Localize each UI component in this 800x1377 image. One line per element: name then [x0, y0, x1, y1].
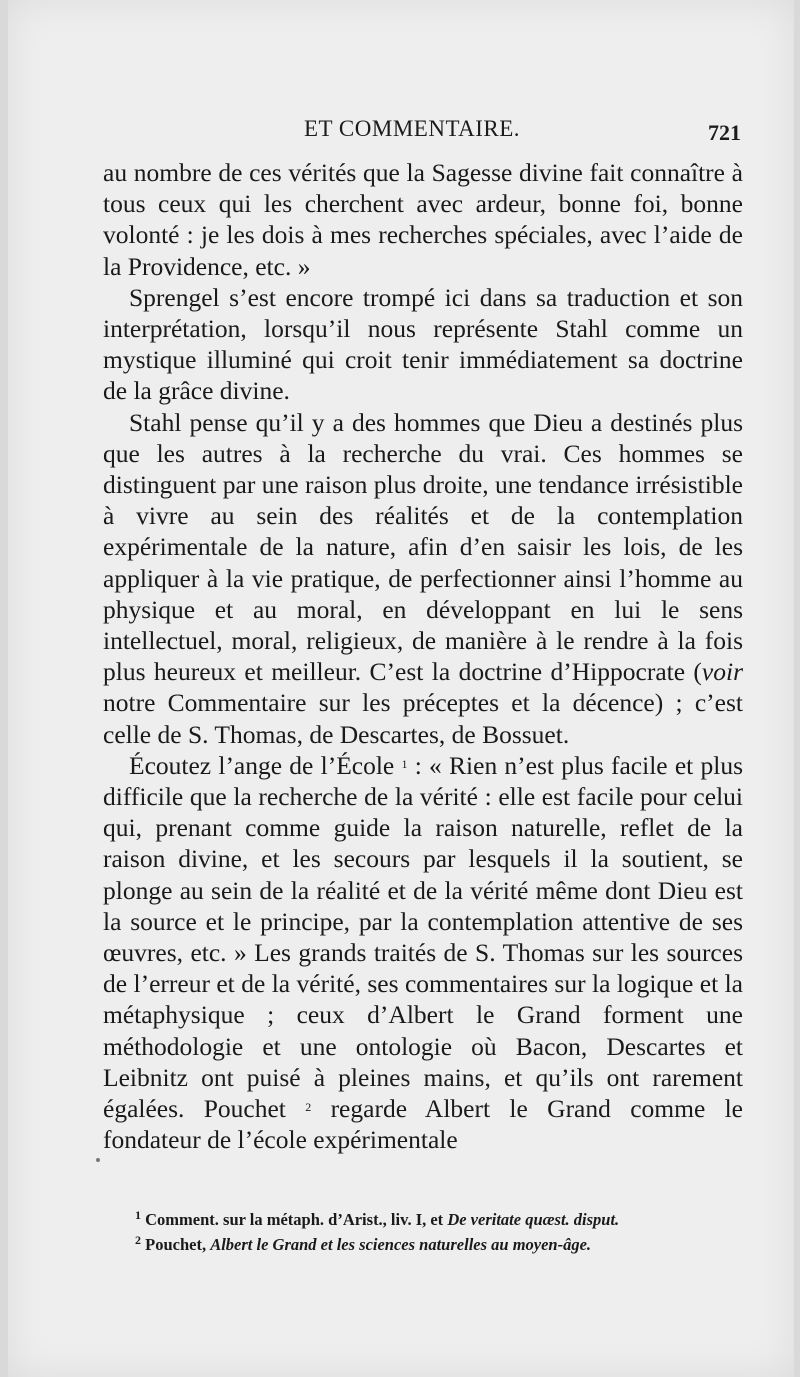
paragraph: [103, 282, 743, 407]
book-page: [8, 0, 794, 1377]
text-run: Pouchet,: [141, 1235, 211, 1254]
text-run: au nombre de ces vérités que la Sagesse divine fait connaître à tous ceux qui les cherchent avec ardeur, bonne foi, bonne volonté : je les dois à mes recherches spéciales, avec l’aide de la Providence, etc. »: [103, 158, 743, 281]
footnotes: [103, 1207, 743, 1257]
text-run: Stahl pense qu’il y a des hommes que Dieu a destinés plus que les autres à la recherche du vrai. Ces hommes se distinguent par une raison plus droite, une tendance irrésistible à vivre au sein des réalités et de la contemplation expérimentale de la nature, afin d’en saisir les lois, de les appliquer à la vie pratique, de perfectionner ainsi l’homme au physique et au moral, en développant en lui le sens intellectuel, moral, religieux, de manière à le rendre à la fois plus heureux et meilleur. C’est la doctrine d’Hippocrate (: [103, 407, 743, 687]
italic-text: voir: [701, 657, 743, 687]
body-text: [103, 157, 743, 1156]
text-run: : « Rien n’est plus facile et plus difficile que la recherche de la vérité : elle est facile pour celui qui, prenant comme guide la raison naturelle, reflet de la raison divine, et les secours par lesquels il la soutient, se plonge au sein de la réalité et de la vérité même dont Dieu est la source et le principe, par la contemplation attentive de ses œuvres, etc. » Les grands traités de S. Thomas sur les sources de l’erreur et de la vérité, ses commentaires sur la logique et la métaphysique ; ceux d’Albert le Grand forment une méthodologie et une ontologie où Bacon, Descartes et Leibnitz ont puisé à pleines mains, et qu’ils ont rarement égalées. Pouchet: [103, 750, 743, 1124]
running-title: ET COMMENTAIRE.: [304, 116, 521, 141]
paragraph: [103, 157, 743, 282]
running-head: [8, 112, 794, 152]
text-run: Écoutez l’ange de l’École: [129, 750, 402, 780]
text-run: regarde Albert le Grand comme le fondateur de l’école expérimentale: [103, 1094, 743, 1155]
italic-text: Albert le Grand et les sciences naturelles au moyen-âge.: [210, 1235, 592, 1254]
footnote-ref: 1: [135, 1208, 141, 1222]
paragraph: [103, 750, 743, 1156]
footnote: [103, 1207, 743, 1232]
footnote-ref: 2: [305, 1100, 312, 1115]
italic-text: De veritate quæst. disput.: [447, 1210, 620, 1229]
footnote: [103, 1232, 743, 1257]
margin-mark: [96, 1158, 100, 1162]
paragraph: [103, 407, 743, 750]
footnote-ref: 2: [135, 1233, 141, 1247]
footnote-ref: 1: [401, 756, 408, 771]
text-run: Comment. sur la métaph. d’Arist., liv. I, et: [141, 1210, 448, 1229]
text-run: Sprengel s’est encore trompé ici dans sa traduction et son interprétation, lorsqu’il nous représente Stahl comme un mystique illuminé qui croit tenir immédiatement sa doctrine de la grâce divine.: [103, 282, 743, 406]
text-run: notre Commentaire sur les préceptes et la décence) ; c’est celle de S. Thomas, de Descartes, de Bossuet.: [103, 688, 743, 749]
page-number: 721: [708, 120, 741, 145]
